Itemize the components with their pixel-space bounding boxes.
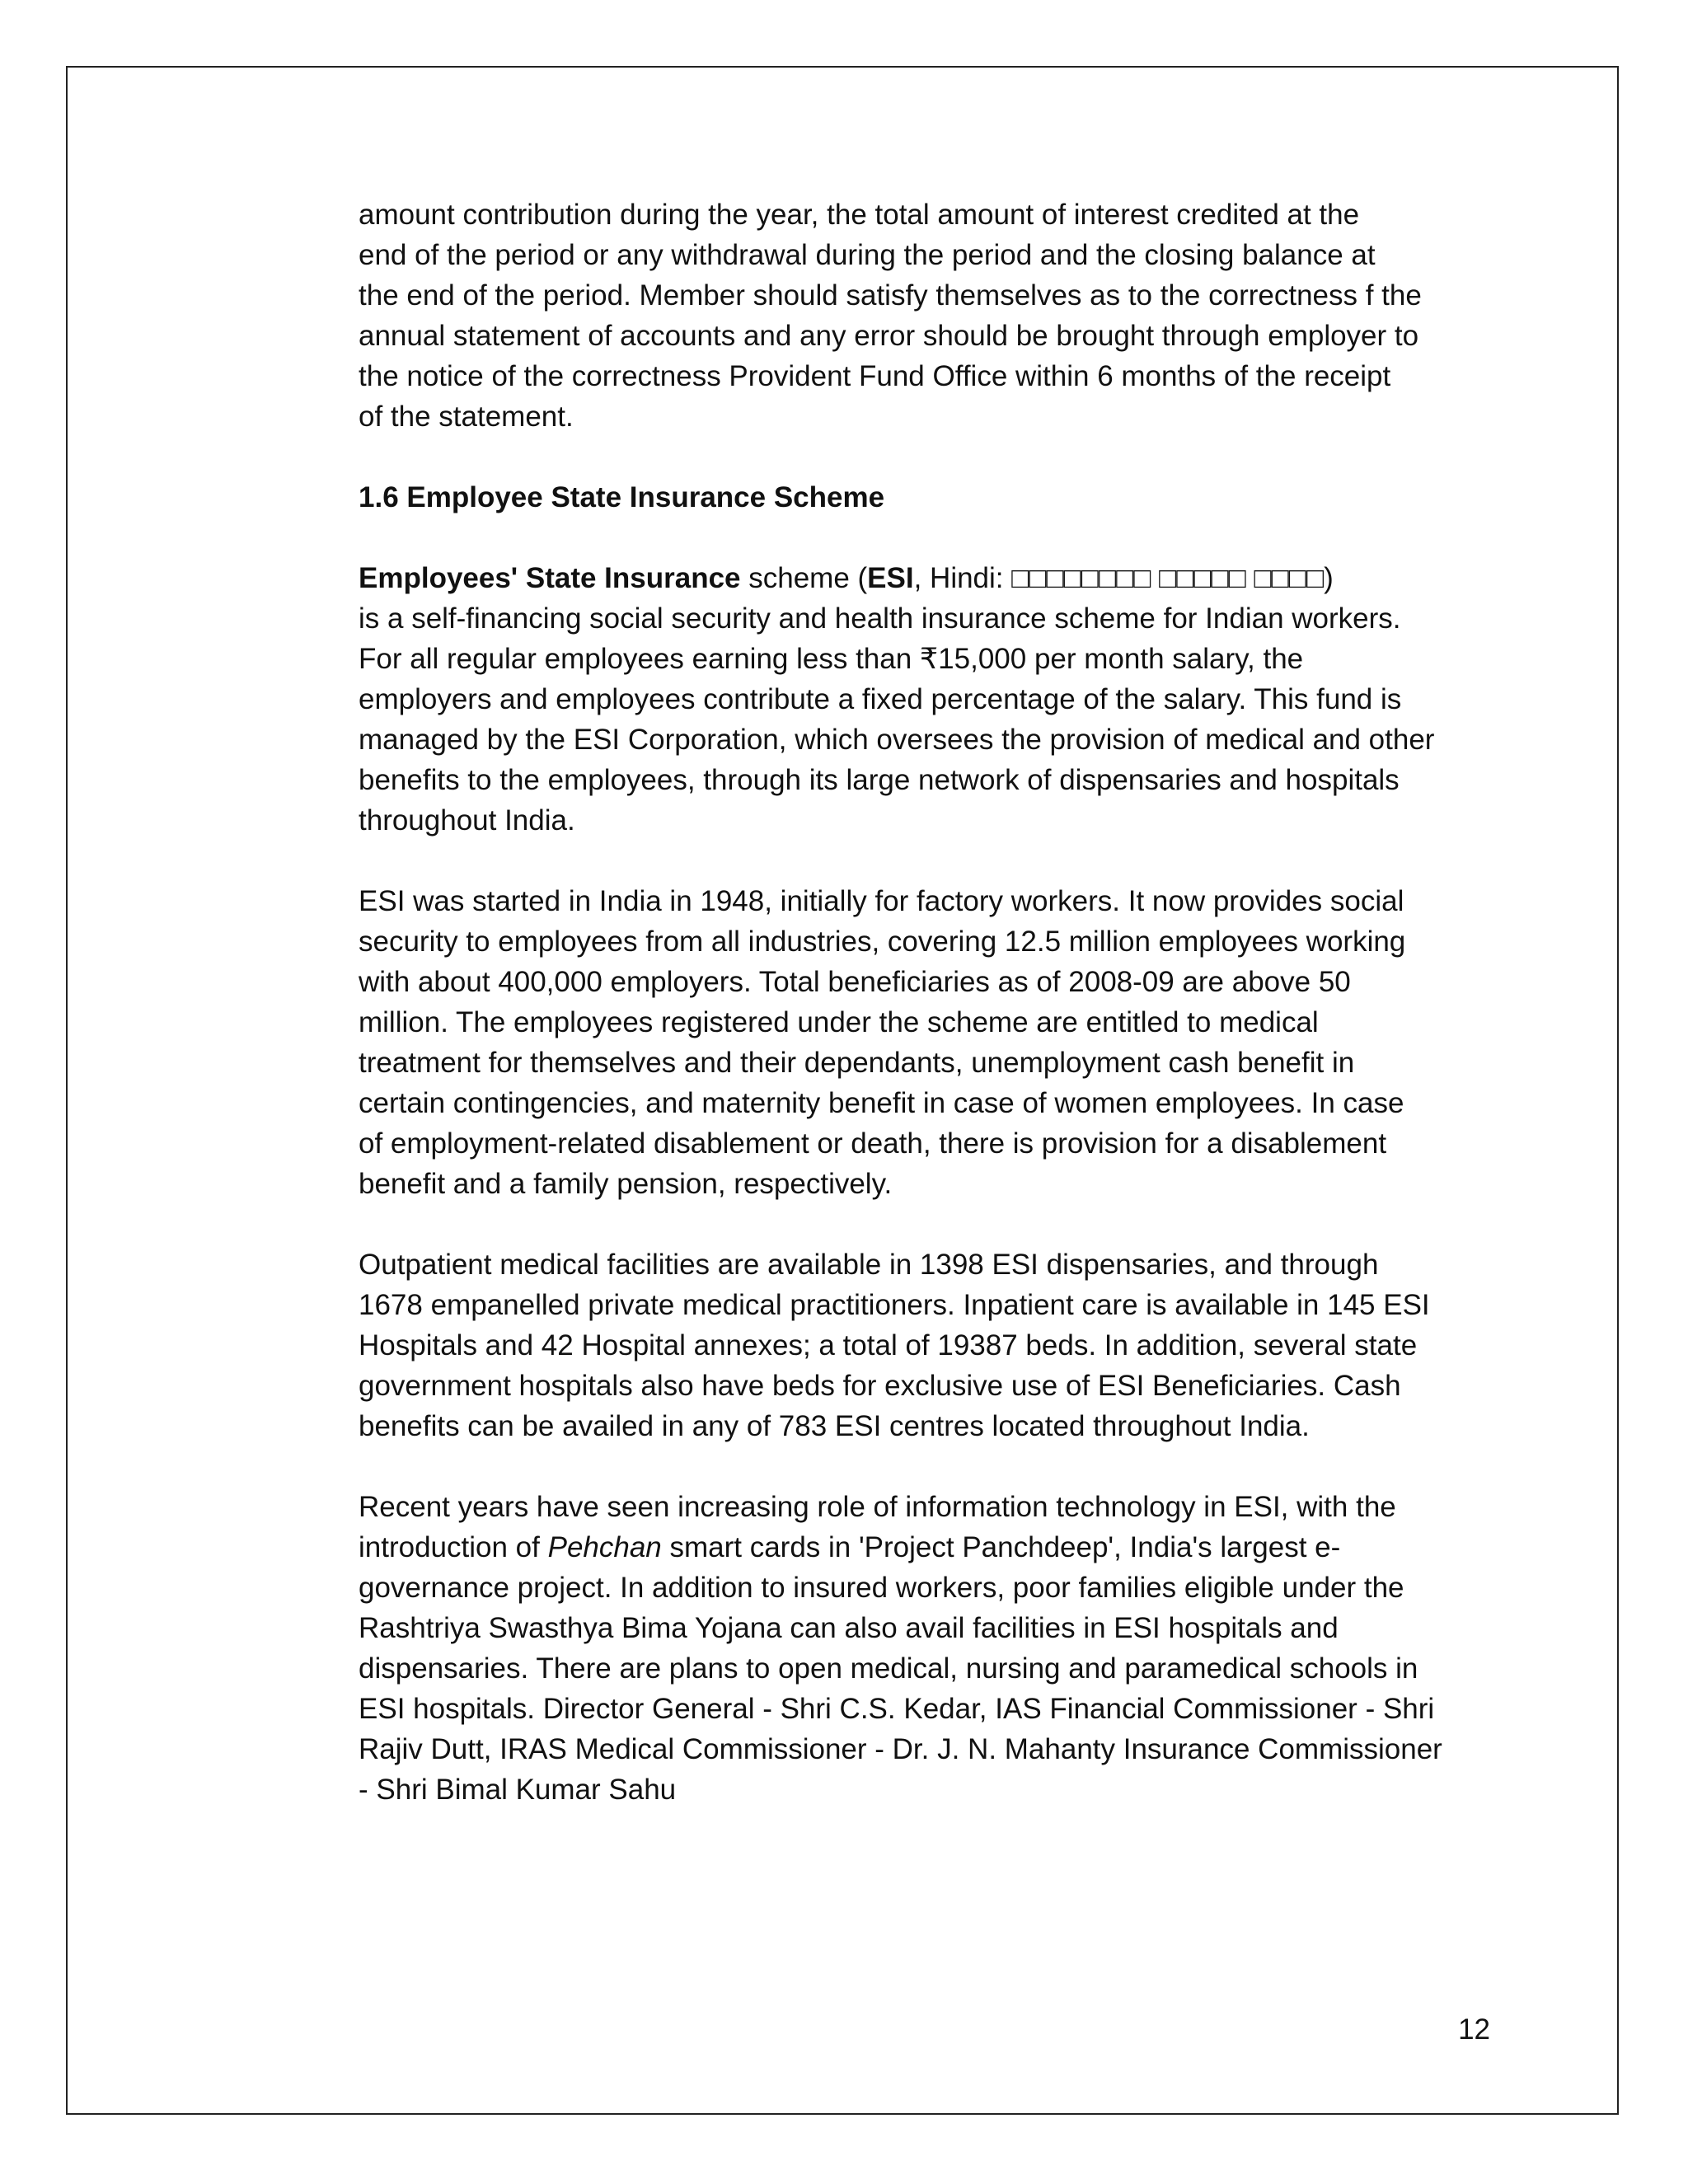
paragraph-esi-intro: [359, 558, 1492, 841]
paragraph-esi-history: ESI was started in India in 1948, initially for factory workers. It now provides social security to employees from all industries, covering 12.5 million employees working with about 400,000 employers. Total beneficiaries as of 2008-09 are above 50 million. The employees registered under the scheme are entitled to medical treatment for themselves and their dependants, unemployment cash benefit in certain contingencies, and maternity benefit in case of women employees. In case of employment-related disablement or death, there is provision for a disablement benefit and a family pension, respectively.: [359, 885, 1406, 1200]
esi-intro-text-2: , Hindi: □□□□□□□□ □□□□□ □□□□) is a self-financing social security and health insurance scheme for Indian workers. For all regular employees earning less than ₹15,000 per month salary, the employers and employees contribute a fixed percentage of the salary. This fund is managed by the ESI Corporation, which oversees the provision of medical and other benefits to the employees, through its large network of dispensaries and hospitals throughout India.: [359, 562, 1435, 837]
document-body: [359, 194, 1492, 1850]
esi-technology-text-1: Recent years have seen increasing role of information technology in ESI, with the introduction of: [359, 1491, 1396, 1563]
paragraph-esi-facilities: Outpatient medical facilities are available in 1398 ESI dispensaries, and through 1678 empanelled private medical practitioners. Inpatient care is available in 145 ESI Hospitals and 42 Hospital annexes; a total of 19387 beds. In addition, several state government hospitals also have beds for exclusive use of ESI Beneficiaries. Cash benefits can be availed in any of 783 ESI centres located throughout India.: [359, 1249, 1430, 1442]
page-number: 12: [1458, 2013, 1490, 2046]
pehchan-term: Pehchan: [547, 1531, 662, 1563]
paragraph-esi-technology: [359, 1487, 1492, 1810]
section-heading: 1.6 Employee State Insurance Scheme: [359, 481, 885, 513]
esi-full-name: Employees' State Insurance: [359, 562, 741, 594]
esi-technology-text-2: smart cards in 'Project Panchdeep', India's largest e- governance project. In addition to insured workers, poor families eligible under the Rashtriya Swasthya Bima Yojana can also avail facilities in ESI hospitals and dispensaries. There are plans to open medical, nursing and paramedical schools in ESI hospitals. Director General - Shri C.S. Kedar, IAS Financial Commissioner - Shri Rajiv Dutt, IRAS Medical Commissioner - Dr. J. N. Mahanty Insurance Commissioner - Shri Bimal Kumar Sahu: [359, 1531, 1442, 1806]
esi-intro-text-1: scheme (: [740, 562, 868, 594]
paragraph-pf-statement: amount contribution during the year, the total amount of interest credited at the end of the period or any withdrawal during the period and the closing balance at the end of the period. Member should satisfy themselves as to the correctness f the annual statement of accounts and any error should be brought through employer to the notice of the correctness Provident Fund Office within 6 months of the receipt of the statement.: [359, 199, 1422, 433]
esi-abbreviation: ESI: [867, 562, 914, 594]
